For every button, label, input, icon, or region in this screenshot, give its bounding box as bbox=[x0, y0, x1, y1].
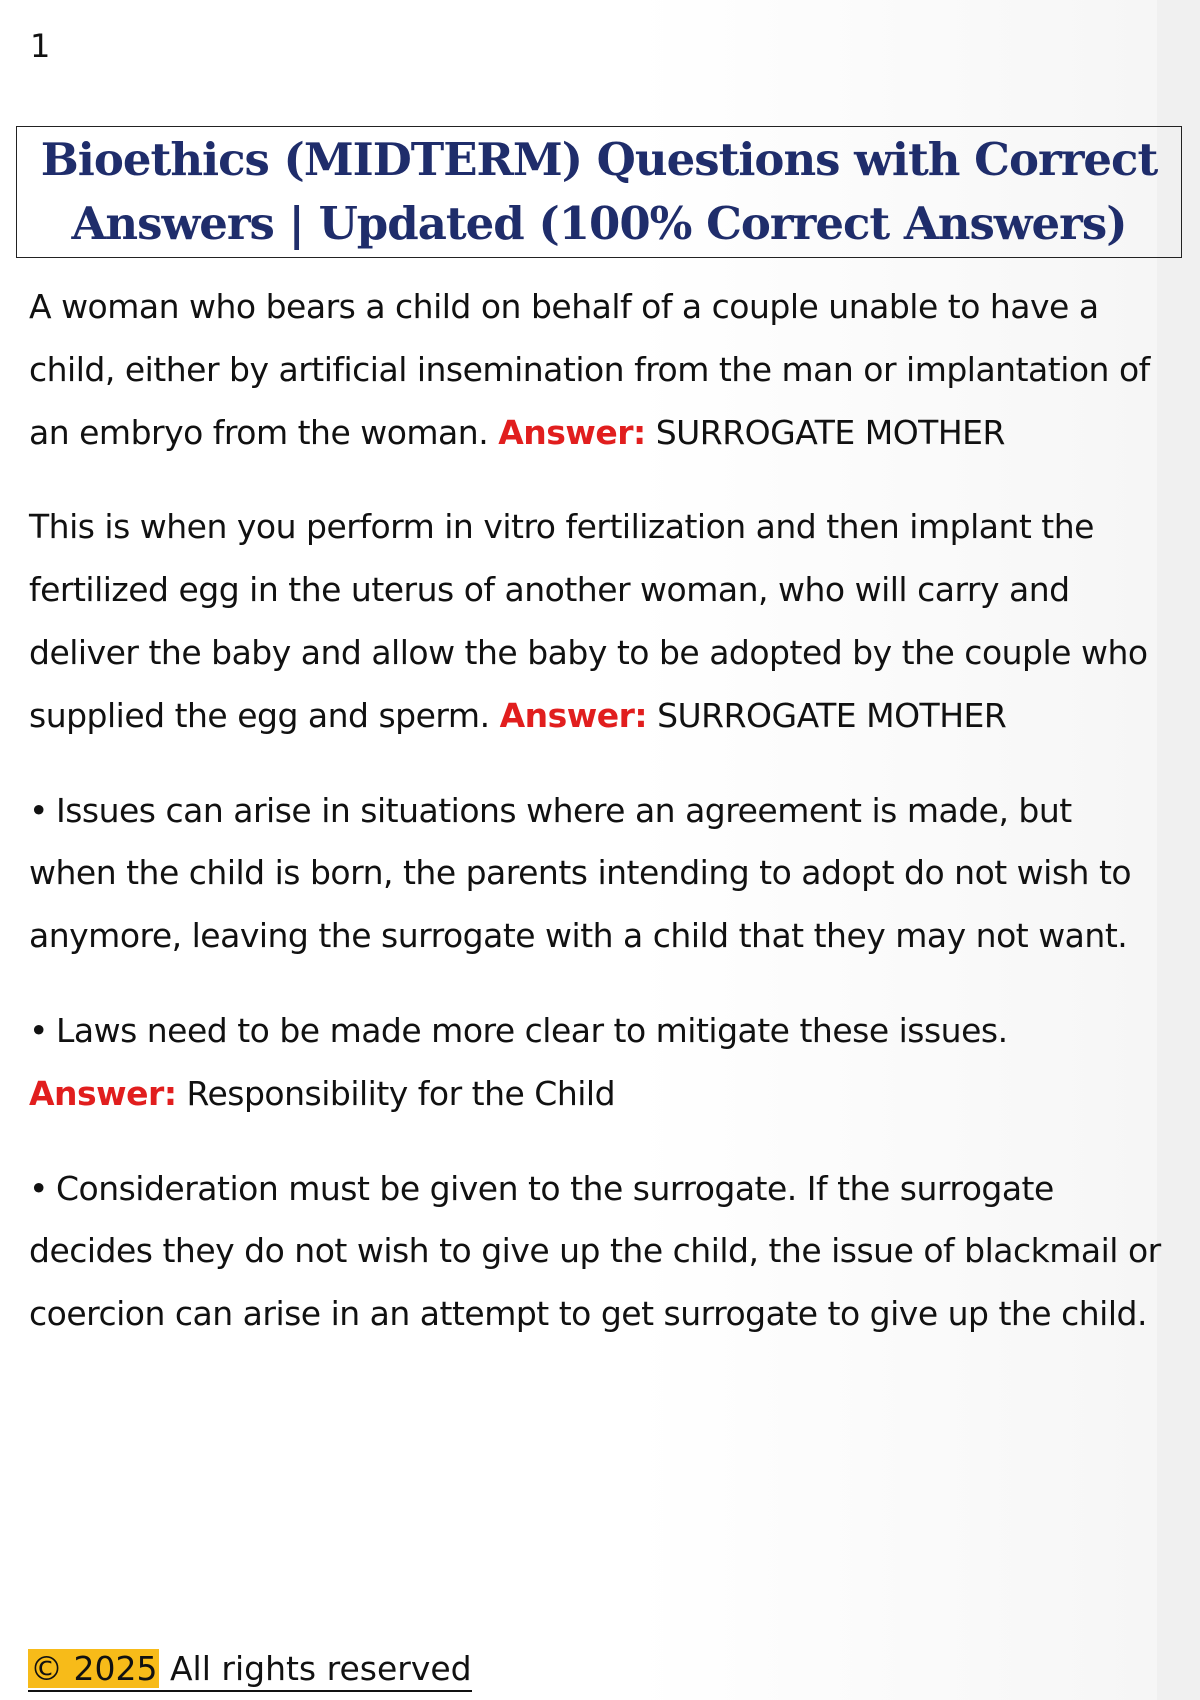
title-box bbox=[16, 126, 1182, 258]
copyright-badge: © 2025 bbox=[30, 1649, 158, 1688]
footer bbox=[28, 1648, 472, 1692]
bullet-text: Consideration must be given to the surrogate. If the surrogate decides they do not wish to give up the child, the issue of blackmail or coercion can arise in an attempt to get surrogate to give up the child. bbox=[29, 1168, 1161, 1334]
bullet-text: Issues can arise in situations where an agreement is made, but when the child is born, the parents intending to adopt do not wish to anymore, leaving the surrogate with a child that they may not want. bbox=[29, 790, 1132, 956]
question-text: A woman who bears a child on behalf of a couple unable to have a child, either by artificial insemination from the man or implantation of an embryo from the woman. bbox=[29, 287, 1150, 452]
answer-text: Responsibility for the Child bbox=[186, 1073, 616, 1113]
page-number: 1 bbox=[30, 27, 51, 65]
document-title: Bioethics (MIDTERM) Questions with Correct Answers | Updated (100% Correct Answers) bbox=[40, 133, 1158, 250]
qa-item bbox=[29, 496, 1164, 747]
answer-label: Answer: bbox=[29, 1073, 177, 1113]
bullet-marker: • bbox=[29, 1010, 48, 1050]
question-text: This is when you perform in vitro fertilization and then implant the fertilized egg in the uterus of another woman, who will carry and deliver the baby and allow the baby to be adopted by the couple who supplied the egg and sperm. bbox=[29, 507, 1148, 735]
document-content bbox=[29, 276, 1164, 1378]
bullet-item bbox=[29, 1158, 1164, 1346]
bullet-marker: • bbox=[29, 790, 48, 830]
answer-label: Answer: bbox=[499, 695, 648, 735]
footer-text: All rights reserved bbox=[169, 1649, 472, 1688]
answer-label: Answer: bbox=[498, 412, 646, 452]
answer-text: SURROGATE MOTHER bbox=[655, 412, 1005, 452]
bullet-marker: • bbox=[29, 1168, 48, 1208]
answer-text: SURROGATE MOTHER bbox=[657, 695, 1007, 735]
bullet-text: Laws need to be made more clear to mitigate these issues. bbox=[55, 1010, 1008, 1050]
bullet-item bbox=[29, 780, 1164, 968]
qa-item bbox=[29, 276, 1164, 464]
bullet-item bbox=[29, 1000, 1164, 1126]
